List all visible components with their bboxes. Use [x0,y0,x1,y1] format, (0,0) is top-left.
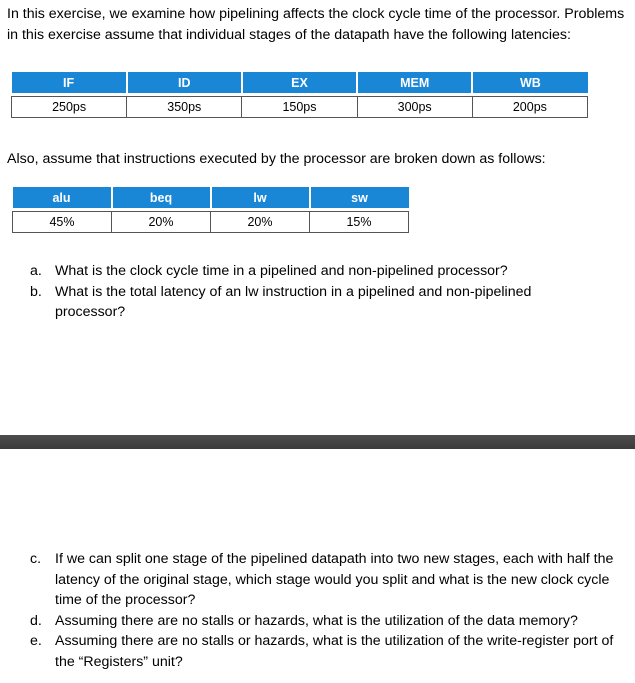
intro-paragraph: In this exercise, we examine how pipelining affects the clock cycle time of the processor. Problems in this exercise assume that individual stages of the datapath have the following latencies: [7,6,625,43]
header-ex: EX [242,72,357,93]
share-lw: 20% [211,212,310,233]
question-list-top [30,261,590,323]
table-row [13,212,409,233]
question-text: Assuming there are no stalls or hazards, what is the utilization of the data memory? [55,612,578,629]
instruction-mix-table [12,187,409,233]
question-marker: b. [30,283,42,300]
question-marker: c. [30,551,42,567]
header-lw: lw [211,187,310,208]
question-text: If we can split one stage of the pipelined datapath into two new stages, each with half the latency of the original stage, which stage would you split and what is the new clock cycle time of the processor? [55,551,614,609]
stage-latency-table [11,72,588,118]
question-marker: d. [30,612,42,629]
instruction-mix-intro: Also, assume that instructions executed by the processor are broken down as follows: [7,151,546,167]
question-list-bottom [30,549,630,673]
question-marker: e. [30,633,42,650]
question-e [30,631,630,672]
header-id: ID [127,72,242,93]
latency-id: 350ps [127,97,242,118]
question-a [30,261,590,282]
share-sw: 15% [310,212,409,233]
table-row [12,97,588,118]
question-text: Assuming there are no stalls or hazards, what is the utilization of the write-register port of the “Registers” unit? [55,633,614,670]
table-header-row [12,72,588,93]
share-beq: 20% [112,212,211,233]
header-beq: beq [112,187,211,208]
question-marker: a. [30,263,42,279]
header-sw: sw [310,187,409,208]
page-divider [0,435,635,449]
question-c [30,549,630,611]
latency-if: 250ps [12,97,127,118]
header-mem: MEM [357,72,472,93]
header-alu: alu [13,187,112,208]
header-wb: WB [472,72,587,93]
table-header-row [13,187,409,208]
latency-ex: 150ps [242,97,357,118]
share-alu: 45% [13,212,112,233]
latency-wb: 200ps [472,97,587,118]
header-if: IF [12,72,127,93]
question-text: What is the clock cycle time in a pipelined and non-pipelined processor? [55,263,508,279]
question-d [30,611,630,632]
question-b [30,282,590,323]
question-text: What is the total latency of an lw instruction in a pipelined and non-pipelined processor? [55,283,532,321]
latency-mem: 300ps [357,97,472,118]
